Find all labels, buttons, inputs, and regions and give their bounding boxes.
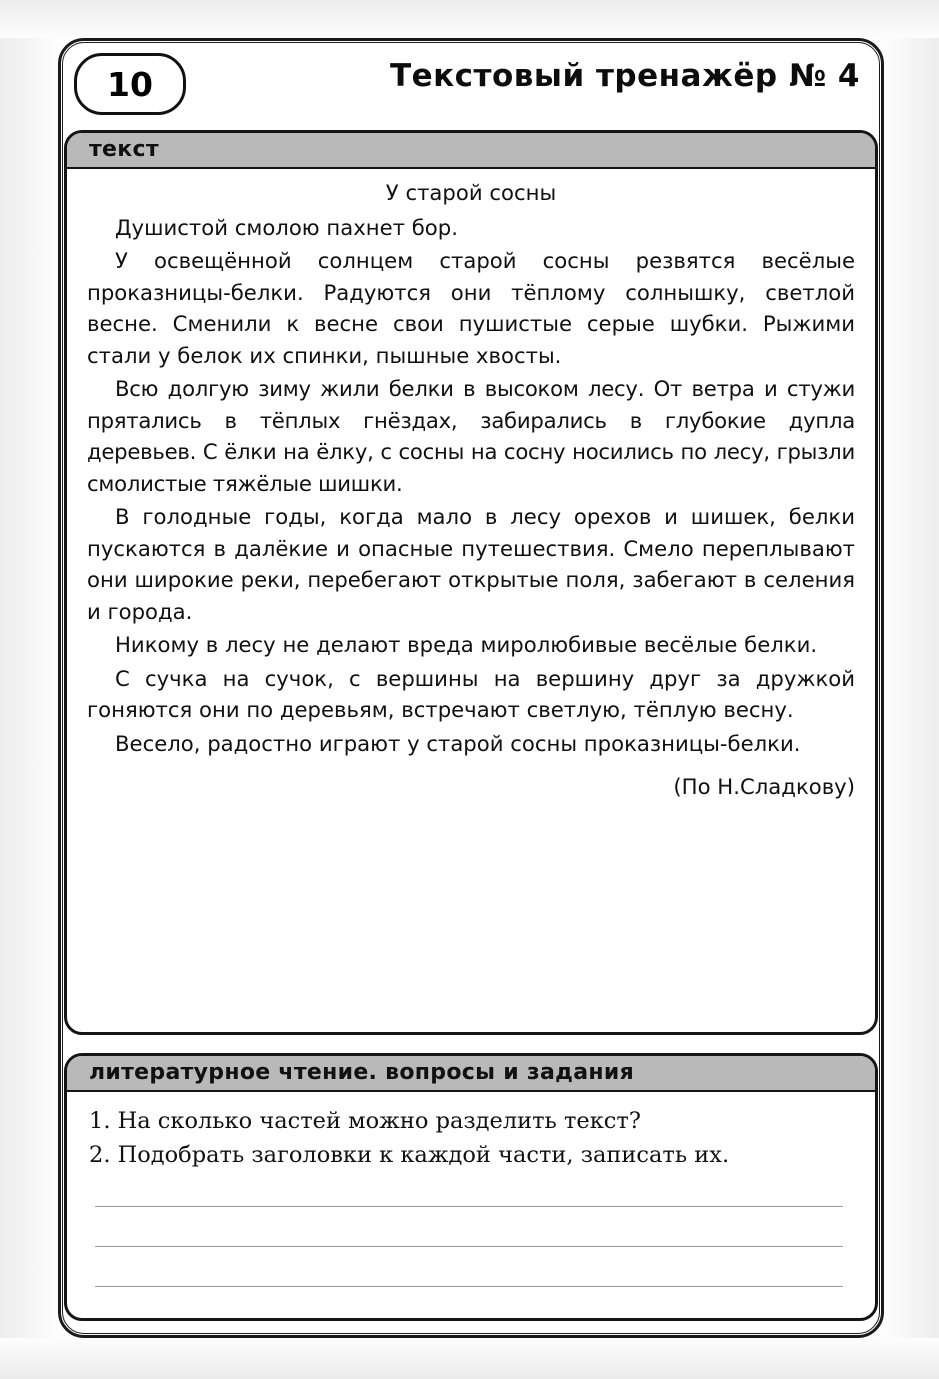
page-edge-shadow-left (0, 0, 58, 1379)
text-panel (64, 130, 878, 1035)
page-edge-shadow-right (884, 0, 939, 1379)
reading-text-title: У старой сосны (385, 180, 557, 205)
reading-text (87, 177, 855, 803)
question-item: 1. На сколько частей можно разделить текст? (89, 1108, 641, 1134)
answer-line[interactable] (95, 1246, 843, 1247)
reading-paragraph: Всю долгую зиму жили белки в высоком лесу. От ветра и стужи прятались в тёплых гнёздах, забирались в глубокие дупла деревьев. С ёлки на ёлку, с сосны на сосну носились по лесу, грызли смолистые тяжёлые шишки. (87, 376, 855, 496)
page-edge-shadow-bottom (0, 1338, 939, 1379)
page-number-badge: 10 (74, 53, 186, 115)
question-item: 2. Подобрать заголовки к каждой части, записать их. (89, 1142, 730, 1168)
reading-paragraph: Никому в лесу не делают вреда миролюбивые весёлые белки. (115, 632, 818, 657)
text-panel-tab (67, 133, 875, 169)
page-edge-shadow-top (0, 0, 939, 38)
questions-panel-tab-label: литературное чтение. вопросы и задания (89, 1060, 635, 1085)
page-header (62, 42, 880, 120)
reading-paragraph: В голодные годы, когда мало в лесу орехов и шишек, белки пускаются в далёкие и опасные путешествия. Смело переплывают они широкие реки, перебегают открытые поля, забегают в селения и города. (87, 504, 855, 624)
reading-paragraph: У освещённой солнцем старой сосны резвятся весёлые проказницы-белки. Радуются они тёплому солнышку, светлой весне. Сменили к весне свои пушистые серые шубки. Рыжими стали у белок их спинки, пышные хвосты. (87, 248, 855, 368)
reading-paragraph: Весело, радостно играют у старой сосны проказницы-белки. (115, 730, 801, 756)
answer-line[interactable] (95, 1286, 843, 1287)
answer-line[interactable] (95, 1206, 843, 1207)
reading-text-attribution: (По Н.Сладкову) (673, 774, 855, 799)
reading-paragraph: С сучка на сучок, с вершины на вершину друг за дружкой гоняются они по деревьям, встречают светлую, тёплую весну. (87, 665, 855, 722)
questions-panel-tab (67, 1056, 875, 1092)
text-panel-tab-label: текст (89, 137, 159, 162)
questions-panel (64, 1053, 878, 1321)
reading-paragraph: Душистой смолою пахнет бор. (115, 214, 458, 240)
answer-lines[interactable] (95, 1206, 843, 1326)
page-title: Текстовый тренажёр № 4 (389, 58, 860, 94)
questions-list (89, 1104, 859, 1172)
